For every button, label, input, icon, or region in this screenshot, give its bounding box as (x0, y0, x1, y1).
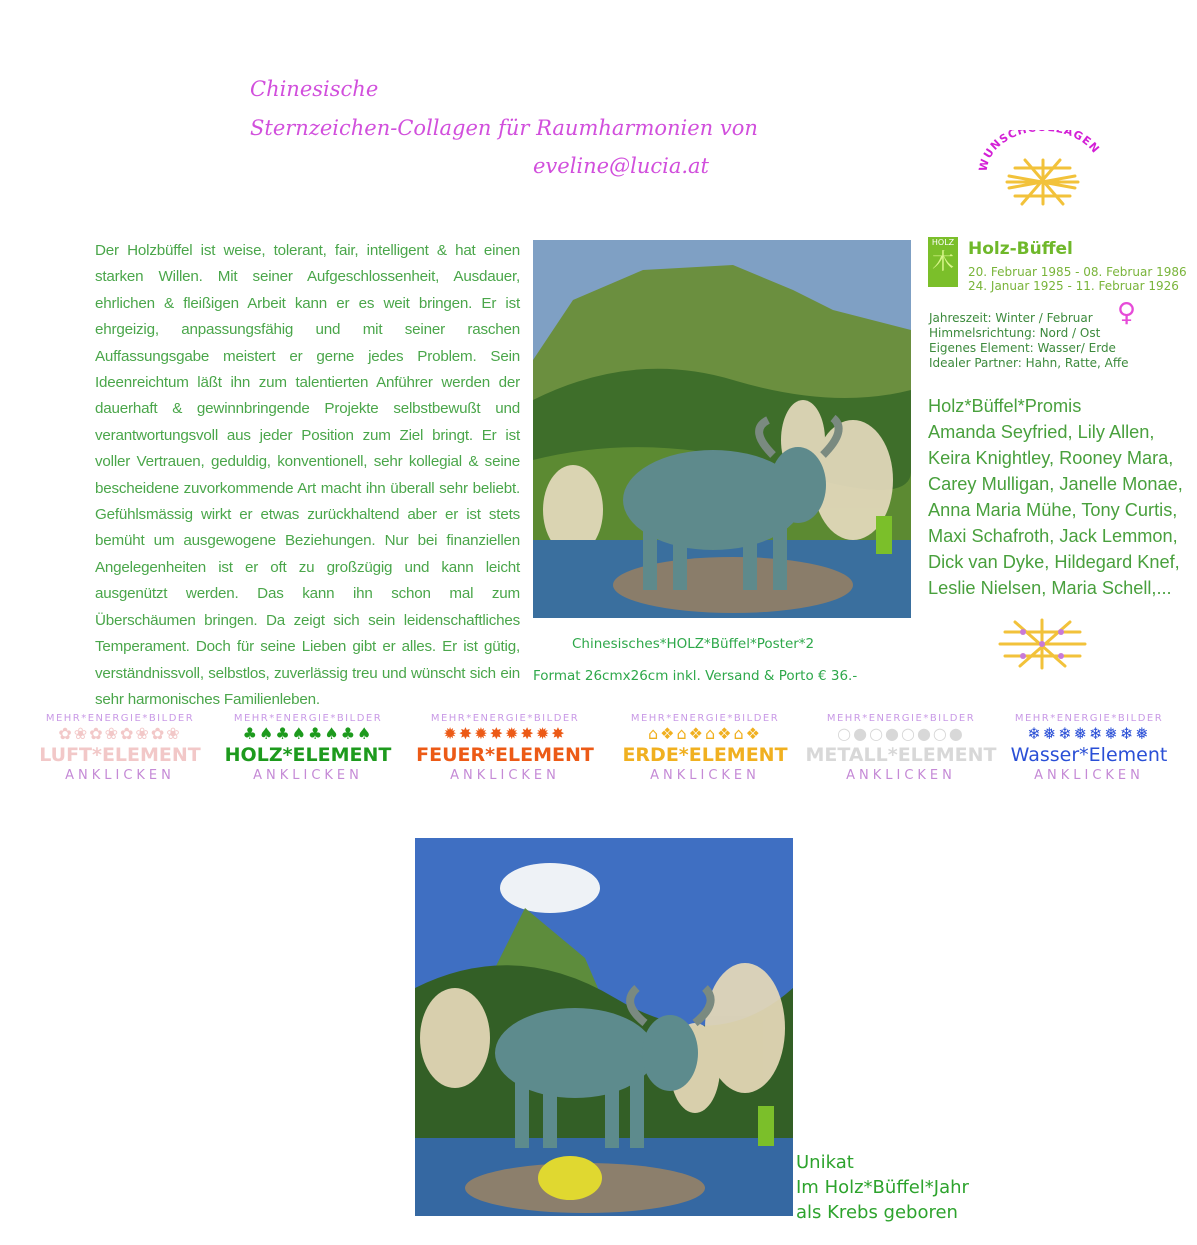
unikat-note (796, 1150, 969, 1225)
header-email-link[interactable]: eveline@lucia.at (533, 154, 709, 178)
info-direction: Himmelsrichtung: Nord / Ost (929, 326, 1101, 340)
element-klick: ANKLICKEN (450, 768, 560, 783)
element-mehr: MEHR*ENERGIE*BILDER (630, 713, 780, 724)
poster-format-price: Format 26cmx26cm inkl. Versand & Porto € 36.- (533, 668, 858, 684)
badge-label: HOLZ (931, 238, 955, 247)
element-klick: ANKLICKEN (1034, 768, 1144, 783)
holz-icons: ♣♠♣♠♣♠♣♠ (242, 724, 374, 743)
promis-title: Holz*Büffel*Promis (928, 396, 1082, 416)
info-title: Holz-Büffel (968, 239, 1073, 259)
lattice-ornament-icon (995, 612, 1090, 674)
dates-1925: 24. Januar 1925 - 11. Februar 1926 (968, 279, 1179, 293)
promis-section (928, 393, 1193, 601)
lattice-pattern-icon (1007, 160, 1078, 204)
erde-icons: ⌂❖⌂❖⌂❖⌂❖ (648, 724, 762, 743)
header-line-1: Chinesische (250, 77, 379, 101)
unikat-line-1: Unikat (796, 1152, 854, 1173)
element-mehr: MEHR*ENERGIE*BILDER (1014, 713, 1164, 724)
wunschcollagen-logo[interactable] (975, 130, 1110, 210)
logo-text: WUNSCH AGEN (976, 130, 1103, 173)
element-feuer-link[interactable] (410, 713, 600, 783)
metall-icons: ○●○●○●○● (837, 724, 965, 743)
dates-1985: 20. Februar 1985 - 08. Februar 1986 (968, 265, 1187, 279)
unikat-line-2: Im Holz*Büffel*Jahr (796, 1177, 969, 1198)
element-metall-link[interactable] (805, 713, 997, 783)
element-mehr: MEHR*ENERGIE*BILDER (826, 713, 976, 724)
element-luft-link[interactable] (30, 713, 210, 783)
element-wasser-link[interactable] (1003, 713, 1175, 783)
unikat-line-3: als Krebs geboren (796, 1202, 958, 1223)
element-name: FEUER*ELEMENT (416, 744, 594, 766)
holz-badge (928, 237, 958, 287)
element-name: METALL*ELEMENT (805, 744, 997, 766)
buffalo-unikat-image[interactable] (415, 838, 793, 1216)
element-erde-link[interactable] (610, 713, 800, 783)
element-name: LUFT*ELEMENT (39, 744, 201, 766)
header-line-2: Sternzeichen-Collagen für Raumharmonien von (250, 116, 758, 140)
svg-text:WUNSCHCOLLAGEN (977, 130, 1103, 173)
wood-glyph-icon: 木 (931, 250, 954, 275)
element-klick: ANKLICKEN (846, 768, 956, 783)
element-klick: ANKLICKEN (650, 768, 760, 783)
element-name: ERDE*ELEMENT (622, 744, 788, 766)
promis-names: Amanda Seyfried, Lily Allen, Keira Knightley, Rooney Mara, Carey Mulligan, Janelle Monae, Anna Maria Mühe, Tony Curtis, Maxi Schafroth, Jack Lemmon, Dick van Dyke, Hildegard Knef, Leslie Nielsen, Maria Schell,... (928, 422, 1183, 598)
element-klick: ANKLICKEN (65, 768, 175, 783)
wasser-icons: ❄❅❄❅❄❅❄❅ (1027, 724, 1151, 743)
element-mehr: MEHR*ENERGIE*BILDER (45, 713, 195, 724)
buffalo-poster-image[interactable] (533, 240, 911, 618)
female-symbol-icon: ♀ (1117, 298, 1137, 328)
feuer-icons: ✹✸✹✸✹✸✹✸ (443, 724, 567, 743)
info-season: Jahreszeit: Winter / Februar (929, 311, 1093, 325)
description-text: Der Holzbüffel ist weise, tolerant, fair, intelligent & hat einen starken Willen. Mit seiner Aufgeschlossenheit, Ausdauer, ehrlichen & fleißigen Arbeit kann er es weit bringen. Er ist ehrgeizig, anpassungsfähig und mit seiner raschen Auffassungsgabe meistert er gerne jedes Problem. Sein Ideenreichtum läßt ihn zum talentierten Anführer werden der dauerhaft & gewinnbringende Projekte selbstbewußt und verantwortungsvoll aus jeder Position zum Ziel bringt. Er ist voller Vertrauen, geduldig, konventionell, sehr kollegial & seine bescheidene zuvorkommende Art macht ihn überall sehr beliebt. Gefühlsmässig wirkt er etwas zurückhaltend aber er ist stets bemüht um ausgewogene Beziehungen. Nur bei finanziellen Angelegenheiten ist er oft zu großzügig und kann leicht ausgenützt werden. Das kann ihn schon mal zum Überschäumen bringen. Da zeigt sich sein leidenschaftliches Temperament. Doch für seine Lieben gibt er alles. Er ist gütig, verständnissvoll, selbstlos, zuverlässig treu und wünscht sich ein sehr harmonisches Familienleben. (95, 242, 520, 708)
luft-icons: ✿❀✿❀✿❀✿❀ (58, 724, 182, 743)
element-name: HOLZ*ELEMENT (224, 744, 392, 766)
element-mehr: MEHR*ENERGIE*BILDER (430, 713, 580, 724)
info-partner: Idealer Partner: Hahn, Ratte, Affe (929, 356, 1129, 370)
poster-caption: Chinesisches*HOLZ*Büffel*Poster*2 (572, 636, 815, 652)
element-name: Wasser*Element (1010, 744, 1168, 766)
element-mehr: MEHR*ENERGIE*BILDER (233, 713, 383, 724)
element-klick: ANKLICKEN (253, 768, 363, 783)
info-element: Eigenes Element: Wasser/ Erde (929, 341, 1116, 355)
element-holz-link[interactable] (218, 713, 398, 783)
